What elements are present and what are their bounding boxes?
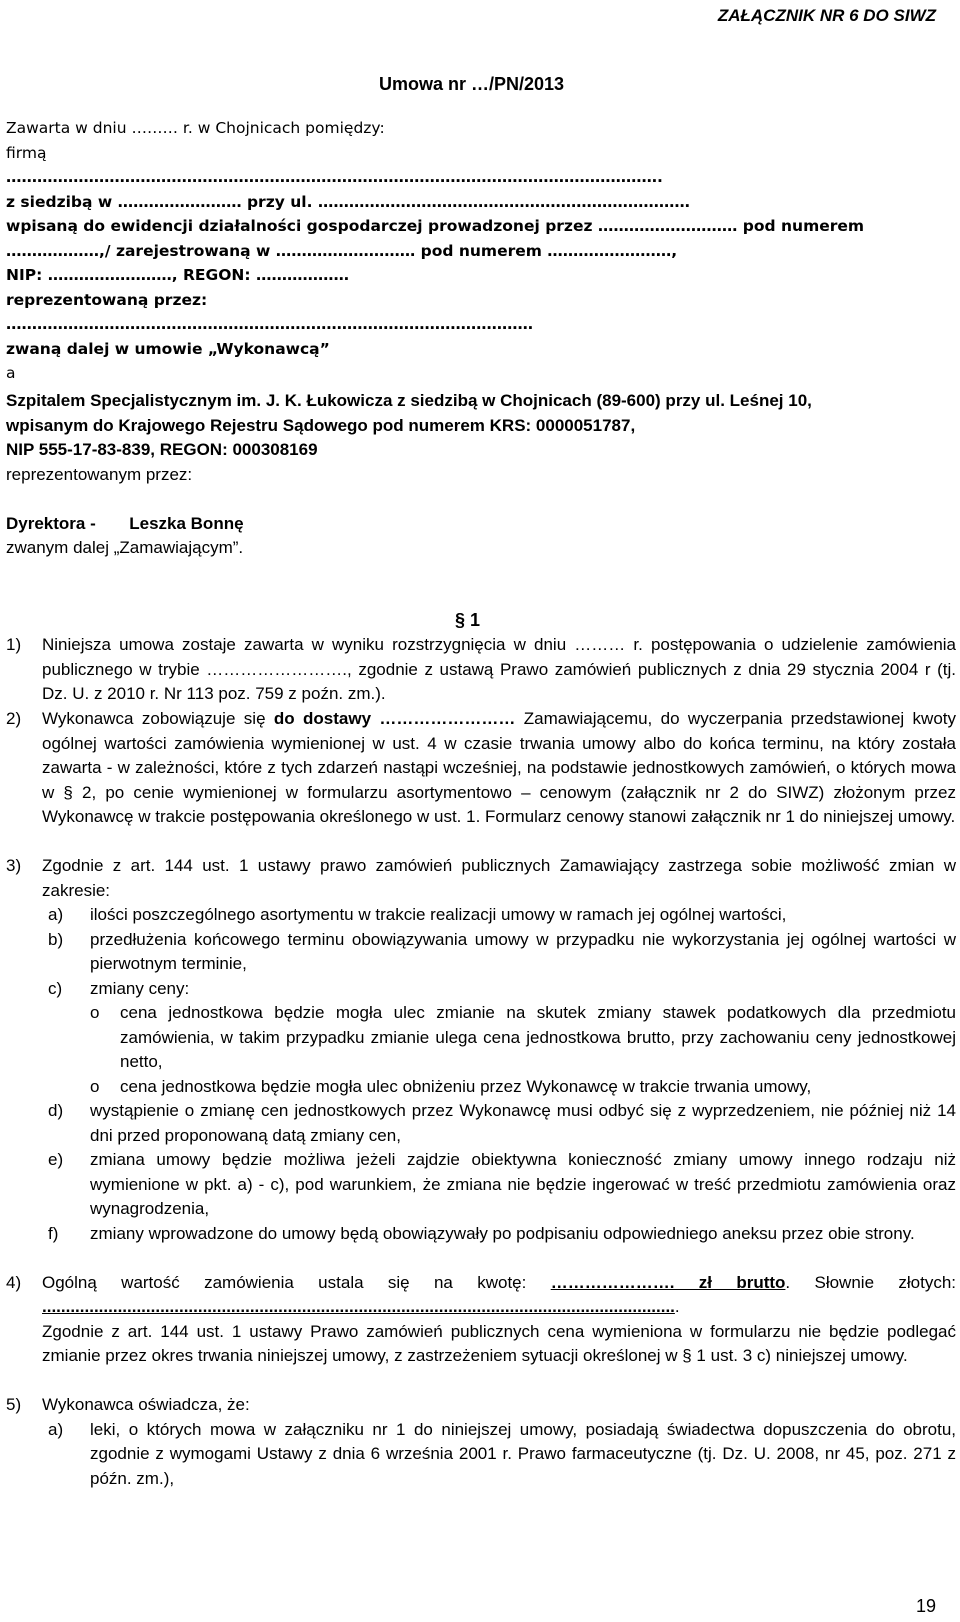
- amount-words-end: .: [674, 1297, 680, 1316]
- sub-text: leki, o których mowa w załączniku nr 1 do niniejszej umowy, posiadają świadectwa dopuszczenia do obrotu, zgodnie z wymogami Ustawy z dnia 6 września 2001 r. Prawo farmaceutyczne (tj. Dz. U. 2008, nr 45, poz. 271 z późn. zm.),: [90, 1419, 956, 1488]
- clause-number: 2): [6, 709, 22, 728]
- clause-3-b: [6, 928, 956, 977]
- hospital-krs: wpisanym do Krajowego Rejestru Sądowego pod numerem KRS: 0000051787,: [6, 415, 636, 435]
- sub-text: zmiany ceny:: [90, 978, 190, 998]
- clause-3: [6, 854, 956, 903]
- clause-number: 4): [6, 1272, 22, 1292]
- amount-brutto: …………………. zł brutto: [550, 1272, 786, 1292]
- clause-4-note: [6, 1320, 956, 1394]
- contract-parties-intro: [6, 116, 956, 386]
- clause-1: [6, 633, 956, 707]
- contractor-name-dots: ……………………………………………………………………………………………………………….: [6, 168, 663, 186]
- director-role: Dyrektora -: [6, 513, 96, 533]
- contractor-address: z siedzibą w …………………… przy ul. ………………………………………………………………: [6, 192, 690, 211]
- contract-title: Umowa nr …/PN/2013: [379, 74, 565, 94]
- contractor-registry: wpisaną do ewidencji działalności gospodarczej prowadzonej przez ……………………… pod numerem: [6, 217, 865, 235]
- sub-letter: b): [48, 929, 64, 949]
- hospital-name: Szpitalem Specjalistycznym im. J. K. Łukowicza z siedzibą w Chojnicach (89-600) przy ul. Leśnej 10,: [6, 391, 812, 410]
- director-name: Leszka Bonnę: [129, 513, 244, 533]
- clause-number: 3): [6, 856, 22, 875]
- clause-text-pre: Ogólną wartość zamówienia ustala się na kwotę:: [42, 1272, 551, 1292]
- amount-in-words-line: [6, 1295, 956, 1320]
- clause-number: 5): [6, 1395, 22, 1414]
- contractor-represented-label: reprezentowaną przez:: [6, 290, 208, 309]
- clause-text-pre: Wykonawca zobowiązuje się: [42, 709, 274, 728]
- contract-clauses: [6, 633, 956, 1491]
- clause-3-f: [6, 1222, 956, 1271]
- sub-text: wystąpienie o zmianę cen jednostkowych przez Wykonawcę musi odbyć się z wyprzedzeniem, nie później niż 14 dni przed proponowaną datą zmiany cen,: [90, 1101, 956, 1145]
- clause-text: Niniejsza umowa zostaje zawarta w wyniku rozstrzygnięcia w dniu ……… r. postępowania o udzielenie zamówienia publicznego w trybie ……………………., zgodnie z ustawą Prawo zamówień publicznych z dnia 29 stycznia 2004 r (tj. Dz. U. z 2010 r. Nr 113 poz. 759 z poźn. zm.).: [42, 635, 956, 703]
- clause-text: Zgodnie z art. 144 ust. 1 ustawy Prawo zamówień publicznych cena wymieniona w formularzu nie będzie podlegać zmianie przez okres trwania niniejszej umowy, z zastrzeżeniem sytuacji określonej w § 1 ust. 3 c) niniejszej umowy.: [42, 1321, 956, 1365]
- annex-label: ZAŁĄCZNIK NR 6 DO SIWZ: [717, 6, 936, 25]
- conjunction: a: [6, 364, 16, 382]
- clause-number: 1): [6, 635, 22, 654]
- clause-4: [6, 1271, 956, 1296]
- hospital-party: [6, 389, 956, 561]
- clause-text: Wykonawca oświadcza, że:: [42, 1395, 250, 1414]
- bullet-text: cena jednostkowa będzie mogła ulec zmianie na skutek zmiany stawek podatkowych dla przedmiotu zamówienia, w takim przypadku zmianie ulega cena jednostkowa brutto, przy zachowaniu ceny jednostkowej netto,: [120, 1003, 956, 1071]
- clause-5-a: [6, 1418, 956, 1492]
- hospital-alias: zwanym dalej „Zamawiającym”.: [6, 538, 244, 557]
- clause-3-c-bullet-2: [6, 1075, 956, 1100]
- amount-words-dots: ......................................................................................................................................: [42, 1297, 675, 1316]
- contractor-nip-regon: NIP: ……………………, REGON: ………………: [6, 266, 349, 284]
- contractor-representative-dots: …………………………………………………………………………………………: [6, 315, 533, 333]
- sub-letter: a): [48, 905, 64, 924]
- sub-text: zmiana umowy będzie możliwa jeżeli zajdzie obiektywna konieczność zmiany umowy innego rodzaju niż wymienione w pkt. a) - c), pod warunkiem, że zmiana nie będzie ingerować w treść przedmiotu zamówienia oraz wynagrodzenia,: [90, 1150, 956, 1218]
- clause-3-c-bullet-1: [6, 1001, 956, 1075]
- page-number: 19: [915, 1596, 936, 1616]
- bullet-marker: o: [90, 1003, 100, 1022]
- section-mark: § 1: [455, 610, 481, 630]
- hospital-represented-label: reprezentowanym przez:: [6, 464, 193, 484]
- bullet-marker: o: [90, 1076, 100, 1096]
- clause-text: Zgodnie z art. 144 ust. 1 ustawy prawo zamówień publicznych Zamawiający zastrzega sobie możliwość zmian w zakresie:: [42, 856, 956, 900]
- sub-letter: a): [48, 1419, 64, 1439]
- hospital-nip-regon: NIP 555-17-83-839, REGON: 000308169: [6, 440, 318, 459]
- sub-letter: c): [48, 978, 63, 998]
- sub-letter: d): [48, 1101, 64, 1120]
- intro-line-1: Zawarta w dniu ……… r. w Chojnicach pomiędzy:: [6, 119, 385, 137]
- director-line: [6, 512, 956, 537]
- clause-2: [6, 707, 956, 854]
- sub-text: zmiany wprowadzone do umowy będą obowiązywały po podpisaniu odpowiedniego aneksu przez obie strony.: [90, 1223, 915, 1243]
- clause-text-mid: . Słownie złotych:: [785, 1272, 956, 1292]
- clause-bold: do dostawy ……………………: [273, 709, 516, 728]
- sub-letter: e): [48, 1150, 64, 1169]
- clause-3-d: [6, 1099, 956, 1148]
- clause-5: [6, 1393, 956, 1418]
- intro-line-2: firmą: [6, 143, 47, 162]
- contractor-alias: zwaną dalej w umowie „Wykonawcą”: [6, 339, 330, 358]
- sub-letter: f): [48, 1223, 59, 1243]
- sub-text: przedłużenia końcowego terminu obowiązywania umowy w przypadku nie wykorzystania jej ogólnej wartości w pierwotnym terminie,: [90, 929, 956, 973]
- contractor-registry-number: ………………,/ zarejestrowaną w ……………………… pod numerem ……………………,: [6, 241, 678, 260]
- clause-3-e: [6, 1148, 956, 1222]
- clause-3-c: [6, 977, 956, 1002]
- clause-text-post: Zamawiającemu, do wyczerpania przedstawionej kwoty ogólnej wartości zamówienia wymienionej w ust. 4 w czasie trwania umowy albo do końca terminu, na który została zawarta - w zależności, które z tych zdarzeń nastąpi wcześniej, na podstawie jednostkowych zamówień, o których mowa w § 2, po cenie wymienionej w formularzu asortymentowo – cenowym (załącznik nr 2 do SIWZ) złożonym przez Wykonawcę w trakcie postępowania określonego w ust. 1. Formularz cenowy stanowi załącznik nr 1 do niniejszej umowy.: [42, 709, 957, 826]
- sub-text: ilości poszczególnego asortymentu w trakcie realizacji umowy w ramach jej ogólnej wartości,: [90, 905, 787, 924]
- section-number: 1: [470, 610, 481, 630]
- bullet-text: cena jednostkowa będzie mogła ulec obniżeniu przez Wykonawcę w trakcie trwania umowy,: [120, 1076, 812, 1096]
- clause-3-a: [6, 903, 956, 928]
